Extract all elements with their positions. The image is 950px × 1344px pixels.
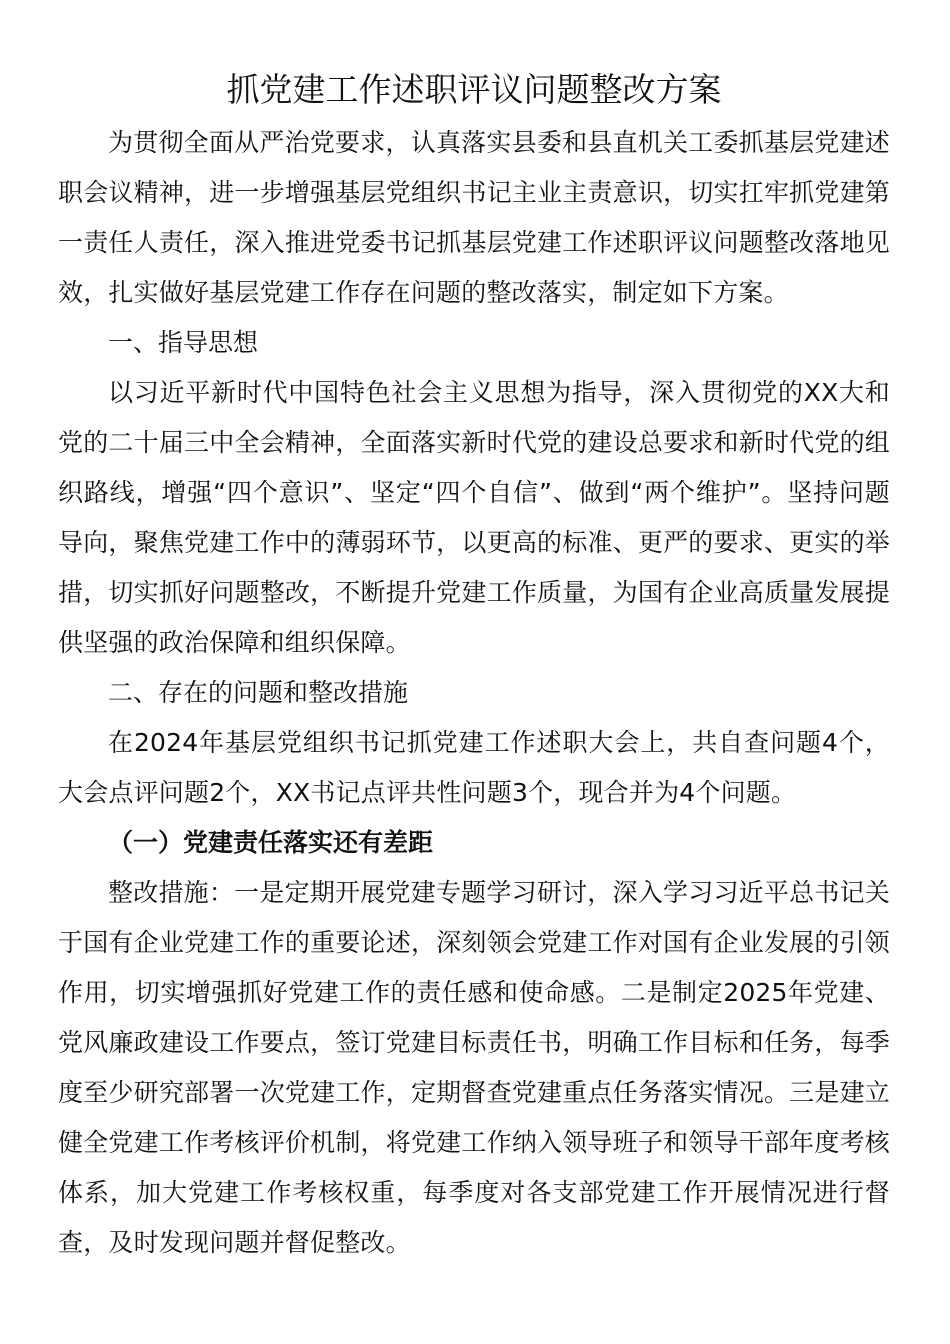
section-1-heading: 一、指导思想 <box>108 328 259 357</box>
section-2-body: 在2024年基层党组织书记抓党建工作述职大会上，共自查问题4个，大会点评问题2个，XX书记点评共性问题3个，现合并为4个问题。 <box>58 728 890 807</box>
document-title: 抓党建工作述职评议问题整改方案 <box>226 70 722 109</box>
intro-paragraph: 为贯彻全面从严治党要求，认真落实县委和县直机关工委抓基层党建述职会议精神，进一步增强基层党组织书记主业主责意识，切实扛牢抓党建第一责任人责任，深入推进党委书记抓基层党建工作述职评议问题整改落地见效，扎实做好基层党建工作存在问题的整改落实，制定如下方案。 <box>58 128 890 307</box>
section-1-body: 以习近平新时代中国特色社会主义思想为指导，深入贯彻党的XX大和党的二十届三中全会精神，全面落实新时代党的建设总要求和新时代党的组织路线，增强“四个意识”、坚定“四个自信”、做到“两个维护”。坚持问题导向，聚焦党建工作中的薄弱环节，以更高的标准、更严的要求、更实的举措，切实抓好问题整改，不断提升党建工作质量，为国有企业高质量发展提供坚强的政治保障和组织保障。 <box>58 378 890 657</box>
section-2-heading: 二、存在的问题和整改措施 <box>108 678 409 707</box>
subsection-1-heading: （一）党建责任落实还有差距 <box>108 828 434 857</box>
subsection-1-body: 整改措施：一是定期开展党建专题学习研讨，深入学习习近平总书记关于国有企业党建工作的重要论述，深刻领会党建工作对国有企业发展的引领作用，切实增强抓好党建工作的责任感和使命感。二是制定2025年党建、党风廉政建设工作要点，签订党建目标责任书，明确工作目标和任务，每季度至少研究部署一次党建工作，定期督查党建重点任务落实情况。三是建立健全党建工作考核评价机制，将党建工作纳入领导班子和领导干部年度考核体系，加大党建工作考核权重，每季度对各支部党建工作开展情况进行督查，及时发现问题并督促整改。 <box>58 878 890 1257</box>
